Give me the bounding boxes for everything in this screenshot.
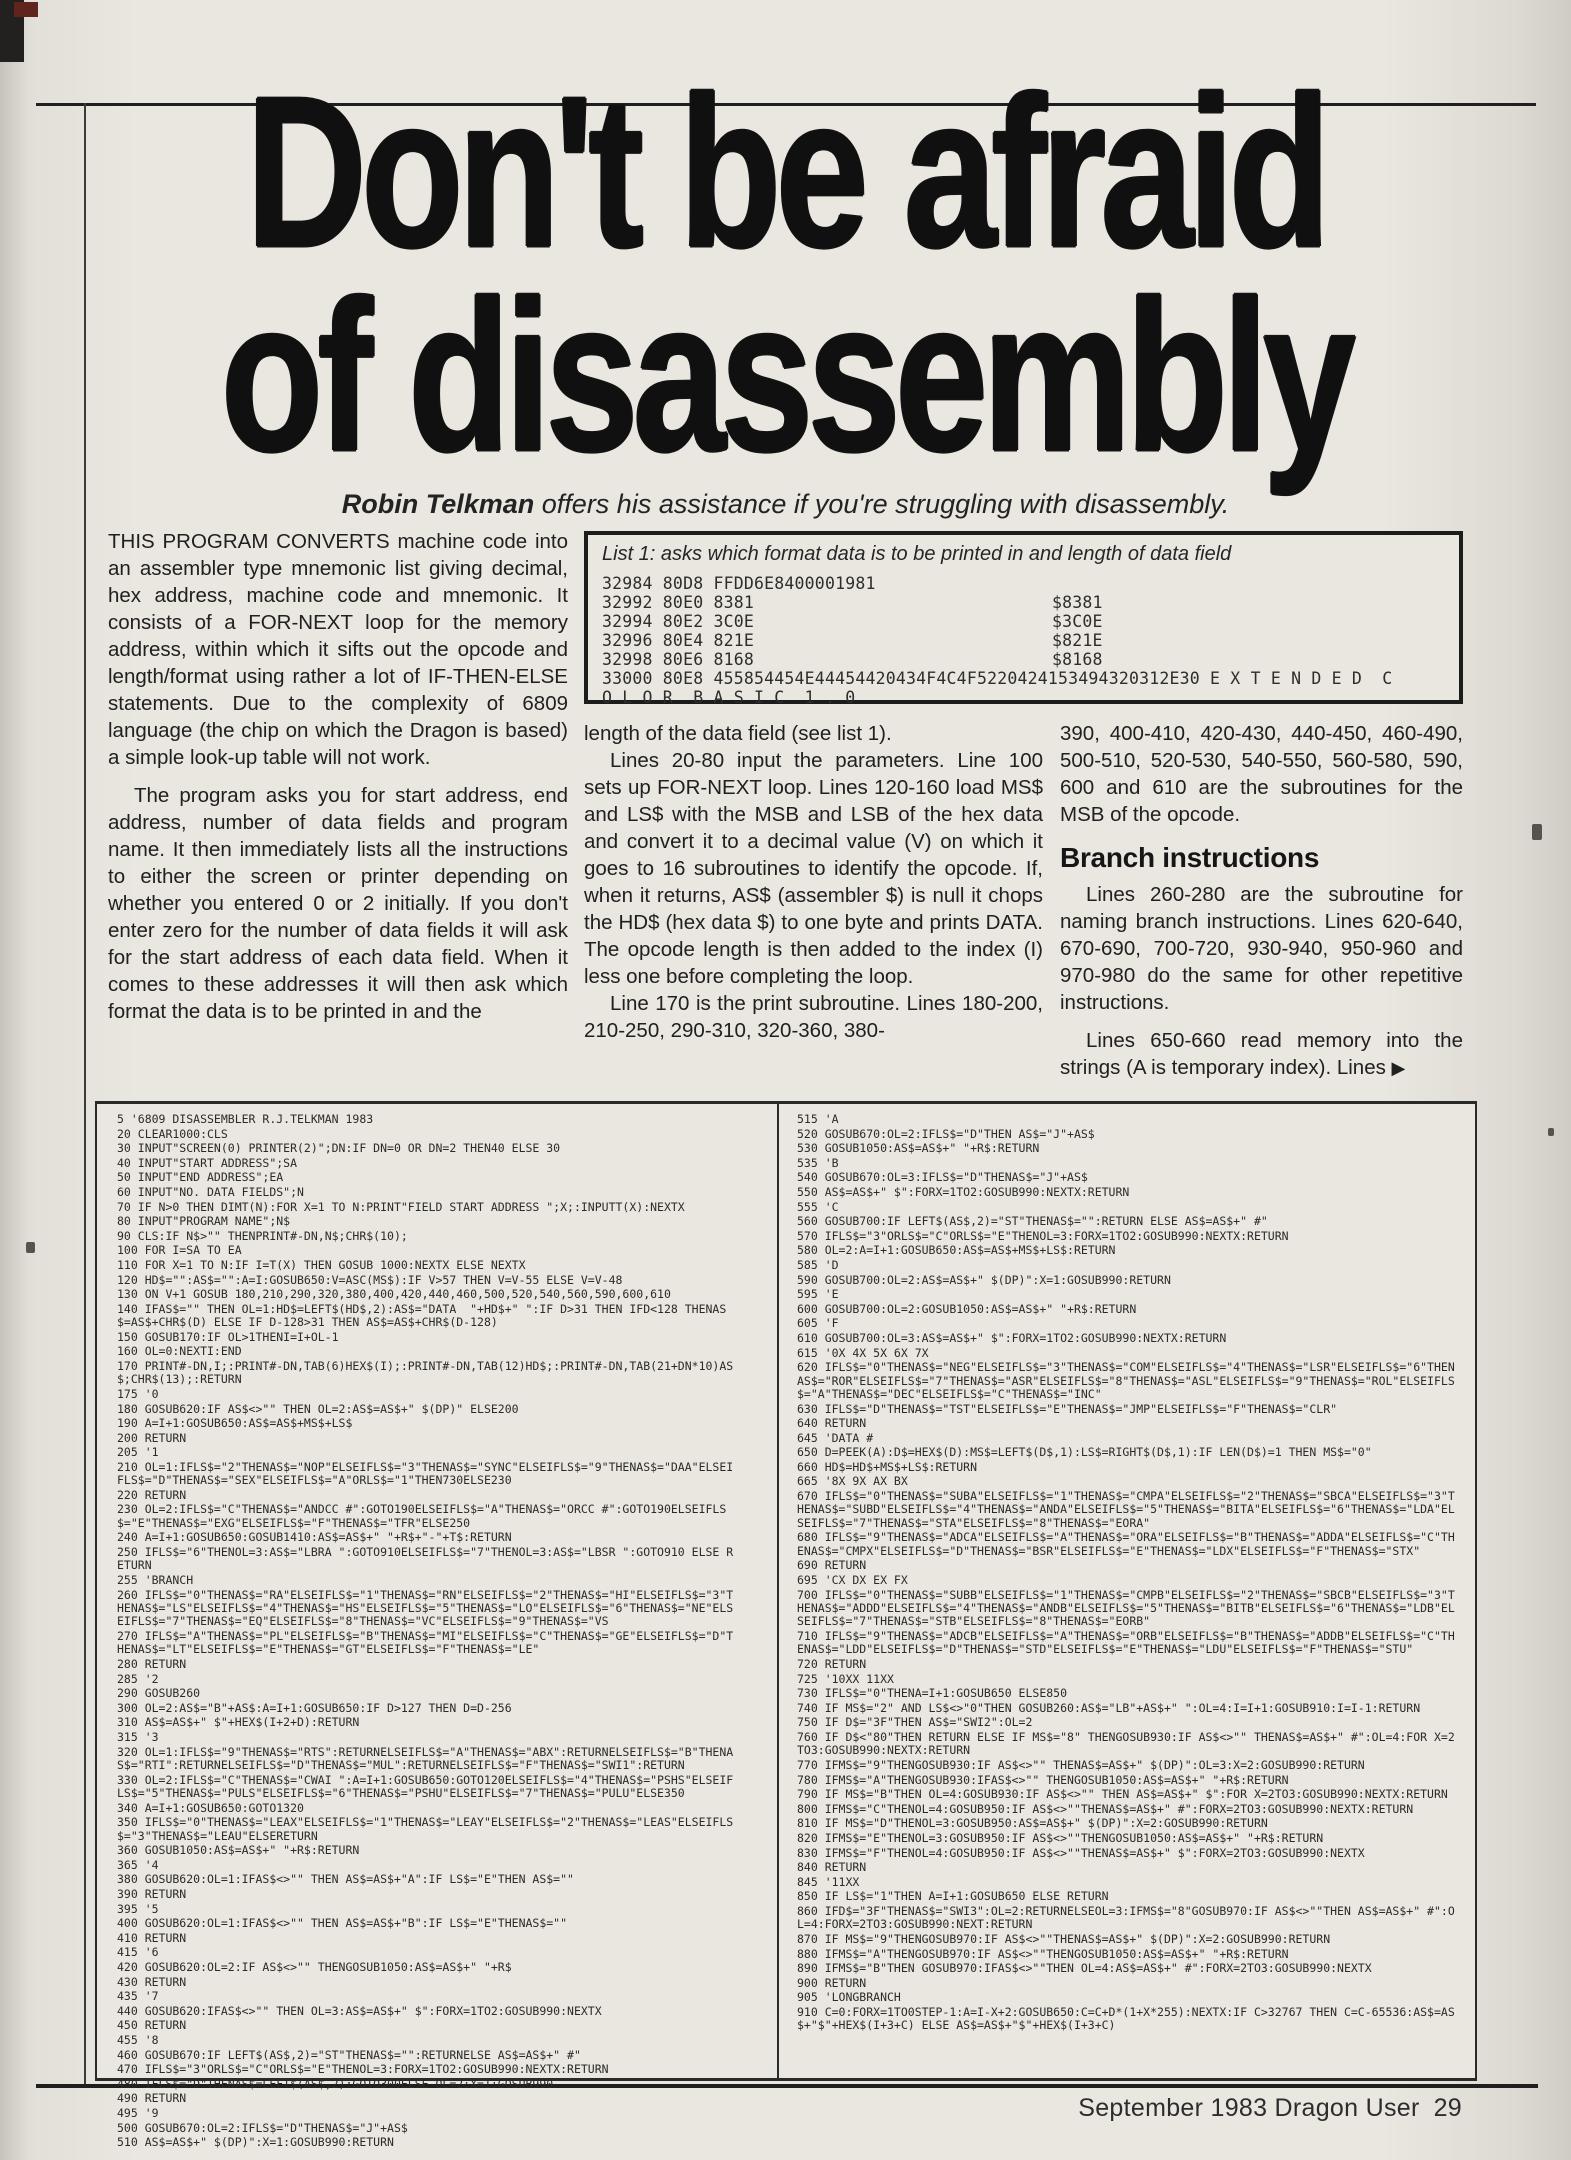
code-line: 610 GOSUB700:OL=3:AS$=AS$+" $":FORX=1TO2:GOSUB990:NEXTX:RETURN xyxy=(797,1330,1227,1345)
code-line: 420 GOSUB620:OL=2:IF AS$<>"" THENGOSUB1050:AS$=AS$+" "+R$ xyxy=(117,1959,512,1974)
list1-row-value: $821E xyxy=(1052,631,1103,650)
list1-row-left: 32996 80E4 821E xyxy=(602,631,755,650)
code-line: 820 IFMS$="E"THENOL=3:GOSUB950:IF AS$<>""THENGOSUB1050:AS$=AS$+" "+R$:RETURN xyxy=(797,1831,1324,1845)
code-line: 880 IFMS$="A"THENGOSUB970:IF AS$<>""THENGOSUB1050:AS$=AS$+" "+R$:RETURN xyxy=(797,1946,1289,1961)
code-line: 365 '4 xyxy=(117,1857,159,1872)
code-line: 20 CLEAR1000:CLS xyxy=(117,1126,228,1141)
continuation-arrow-icon: ▶ xyxy=(1391,1058,1406,1078)
code-line: 550 AS$=AS$+" $":FORX=1TO2:GOSUB990:NEXTX:RETURN xyxy=(797,1184,1130,1199)
list1-row-value: $8381 xyxy=(1052,593,1103,612)
code-line: 200 RETURN xyxy=(117,1430,187,1445)
code-line: 270 IFLS$="A"THENAS$="PL"ELSEIFLS$="B"THENAS$="MI"ELSEIFLS$="C"THENAS$="GE"ELSEIFLS$="D"THENAS$="LT"ELSEIFLS$="E"THENAS$="GT"ELSEIFLS$="F"THENAS$="LE" xyxy=(117,1629,734,1657)
code-line: 280 RETURN xyxy=(117,1657,187,1672)
code-line: 590 GOSUB700:OL=2:AS$=AS$+" $(DP)":X=1:GOSUB990:RETURN xyxy=(797,1272,1171,1287)
code-line: 395 '5 xyxy=(117,1901,159,1916)
code-line: 90 CLS:IF N$>"" THENPRINT#-DN,N$;CHR$(10); xyxy=(117,1228,408,1243)
paragraph: Lines 20-80 input the parameters. Line 100 sets up FOR-NEXT loop. Lines 120-160 load MS$ and LS$ with the MSB and LSB of the hex data and convert it to a decimal value (V) on which it goes to 16 subroutines to identify the opcode. If, when it returns, AS$ (assembler $) is null it chops the HD$ (hex data $) to one byte and prints DATA. The opcode length is then added to the index (I) less one before completing the loop. xyxy=(584,749,1043,988)
paragraph: length of the data field (see list 1). xyxy=(584,722,892,745)
article-column-1 xyxy=(108,528,568,1025)
code-line: 415 '6 xyxy=(117,1945,159,1960)
code-line: 175 '0 xyxy=(117,1386,159,1401)
code-line: 780 IFMS$="A"THENGOSUB930:IFAS$<>"" THENGOSUB1050:AS$=AS$+" "+R$:RETURN xyxy=(797,1772,1289,1787)
code-line: 330 OL=2:IFLS$="C"THENAS$="CWAI ":A=I+1:GOSUB650:GOTO120ELSEIFLS$="4"THENAS$="PSHS"ELSEIFLS$="5"THENAS$="PULS"ELSEIFLS$="6"THENAS$="PSHU"ELSEIFLS$="7"THENAS$="PULU"ELSE350 xyxy=(117,1772,734,1801)
code-line: 840 RETURN xyxy=(797,1860,867,1875)
code-line: 790 IF MS$="B"THEN OL=4:GOSUB930:IF AS$<>"" THEN AS$=AS$+" $":FOR X=2TO3:GOSUB990:NEXTX:RETURN xyxy=(797,1787,1448,1802)
code-line: 535 'B xyxy=(797,1155,839,1170)
code-line: 725 '10XX 11XX xyxy=(797,1671,894,1686)
code-line: 620 IFLS$="0"THENAS$="NEG"ELSEIFLS$="3"THENAS$="COM"ELSEIFLS$="4"THENAS$="LSR"ELSEIFLS$="6"THENAS$="ROR"ELSEIFLS$="7"THENAS$="ASR"ELSEIFLS$="8"THENAS$="ASL"ELSEIFLS$="9"THENAS$="ROL"ELSEIFLS$="A"THENAS$="DEC"ELSEIFLS$="C"THENAS$="INC" xyxy=(797,1360,1455,1401)
code-line: 520 GOSUB670:OL=2:IFLS$="D"THEN AS$="J"+AS$ xyxy=(797,1126,1095,1141)
code-line: 700 IFLS$="0"THENAS$="SUBB"ELSEIFLS$="1"THENAS$="CMPB"ELSEIFLS$="2"THENAS$="SBCB"ELSEIFLS$="3"THENAS$="ADDD"ELSEIFLS$="4"THENAS$="ANDB"ELSEIFLS$="5"THENAS$="BITB"ELSEIFLS$="6"THENAS$="LDB"ELSEIFLS$="7"THENAS$="STB"ELSEIFLS$="8"THENAS$="EORB" xyxy=(797,1587,1455,1629)
code-line: 350 IFLS$="0"THENAS$="LEAX"ELSEIFLS$="1"THENAS$="LEAY"ELSEIFLS$="2"THENAS$="LEAS"ELSEIFLS$="3"THENAS$="LEAU"ELSERETURN xyxy=(117,1815,734,1843)
code-line: 210 OL=1:IFLS$="2"THENAS$="NOP"ELSEIFLS$="3"THENAS$="SYNC"ELSEIFLS$="9"THENAS$="DAA"ELSEIFLS$="D"THENAS$="SEX"ELSEIFLS$="A"ORLS$="1"THEN730ELSE230 xyxy=(117,1459,734,1488)
headline-line-2: of disassembly xyxy=(220,255,1351,497)
list1-caption: List 1: asks which format data is to be printed in and length of data field xyxy=(602,543,1232,565)
code-line: 615 '0X 4X 5X 6X 7X xyxy=(797,1345,929,1360)
list1-row xyxy=(602,612,1447,631)
code-line: 60 INPUT"NO. DATA FIELDS";N xyxy=(117,1184,304,1199)
headline xyxy=(40,51,1531,497)
list1-row xyxy=(602,631,1447,650)
code-line: 810 IF MS$="D"THENOL=3:GOSUB950:AS$=AS$+" $(DP)":X=2:GOSUB990:RETURN xyxy=(797,1816,1268,1831)
code-line: 360 GOSUB1050:AS$=AS$+" "+R$:RETURN xyxy=(117,1843,360,1858)
listing-column-right xyxy=(797,1113,1459,2034)
code-line: 630 IFLS$="D"THENAS$="TST"ELSEIFLS$="E"THENAS$="JMP"ELSEIFLS$="F"THENAS$="CLR" xyxy=(797,1401,1338,1416)
list1-row xyxy=(602,574,1447,593)
code-line: 300 OL=2:AS$="B"+AS$:A=I+1:GOSUB650:IF D>127 THEN D=D-256 xyxy=(117,1700,512,1715)
code-line: 5 '6809 DISASSEMBLER R.J.TELKMAN 1983 xyxy=(117,1112,374,1126)
list1-row-left: 32998 80E6 8168 xyxy=(602,650,755,669)
code-line: 190 A=I+1:GOSUB650:AS$=AS$+MS$+LS$ xyxy=(117,1416,353,1431)
code-line: 580 OL=2:A=I+1:GOSUB650:AS$=AS$+MS$+LS$:RETURN xyxy=(797,1243,1116,1258)
code-line: 435 '7 xyxy=(117,1989,159,2004)
code-line: 205 '1 xyxy=(117,1445,159,1460)
code-line: 740 IF MS$="2" AND LS$<>"0"THEN GOSUB260:AS$="LB"+AS$+" ":OL=4:I=I+1:GOSUB910:I=I-1:RETURN xyxy=(797,1700,1421,1715)
code-line: 260 IFLS$="0"THENAS$="RA"ELSEIFLS$="1"THENAS$="RN"ELSEIFLS$="2"THENAS$="HI"ELSEIFLS$="3"THENAS$="LS"ELSEIFLS$="4"THENAS$="HS"ELSEIFLS$="5"THENAS$="LO"ELSEIFLS$="6"THENAS$="NE"ELSEIFLS$="7"THENAS$="EQ"ELSEIFLS$="8"THENAS$="VC"ELSEIFLS$="9"THENAS$="VS xyxy=(117,1587,734,1629)
code-line: 530 GOSUB1050:AS$=AS$+" "+R$:RETURN xyxy=(797,1141,1040,1156)
paragraph xyxy=(1060,1027,1463,1082)
code-line: 515 'A xyxy=(797,1112,839,1126)
code-line: 150 GOSUB170:IF OL>1THENI=I+OL-1 xyxy=(117,1329,339,1344)
code-line: 500 GOSUB670:OL=2:IFLS$="D"THENAS$="J"+AS$ xyxy=(117,2120,408,2135)
code-line: 320 OL=1:IFLS$="9"THENAS$="RTS":RETURNELSEIFLS$="A"THENAS$="ABX":RETURNELSEIFLS$="B"THENAS$="RTI":RETURNELSEIFLS$="D"THENAS$="MUL":RETURNELSEIFLS$="F"THENAS$="SWI1":RETURN xyxy=(117,1744,734,1773)
code-line: 860 IFD$="3F"THENAS$="SWI3":OL=2:RETURNELSEOL=3:IFMS$="8"GOSUB970:IF AS$<>""THEN AS$=AS$+" #":OL=4:FORX=2TO3:GOSUB990:NEXT:RETURN xyxy=(797,1903,1455,1932)
code-line: 770 IFMS$="9"THENGOSUB930:IF AS$<>"" THENAS$=AS$+" $(DP)":OL=3:X=2:GOSUB990:RETURN xyxy=(797,1758,1365,1773)
code-line: 645 'DATA # xyxy=(797,1430,874,1445)
byline-author: Robin Telkman xyxy=(341,489,535,519)
code-line: 695 'CX DX EX FX xyxy=(797,1573,908,1588)
list1-row xyxy=(602,669,1447,688)
article-column-3 xyxy=(1060,720,1463,1082)
code-line: 750 IF D$="3F"THEN AS$="SWI2":OL=2 xyxy=(797,1715,1033,1730)
code-line: 400 GOSUB620:OL=1:IFAS$<>"" THEN AS$=AS$+"B":IF LS$="E"THENAS$="" xyxy=(117,1916,568,1931)
code-line: 720 RETURN xyxy=(797,1657,867,1672)
code-line: 495 '9 xyxy=(117,2105,159,2120)
article-column-2 xyxy=(584,720,1043,1044)
list1-row-left: O L O R B A S I C 1 . 0 xyxy=(602,688,856,707)
section-heading: Branch instructions xyxy=(1060,842,1320,873)
scan-speck xyxy=(1548,1128,1554,1136)
paragraph-text: Lines 650-660 read memory into the strings (A is temporary index). Lines xyxy=(1060,1029,1463,1079)
scan-speck xyxy=(26,1242,35,1253)
code-line: 390 RETURN xyxy=(117,1887,187,1901)
paragraph: Line 170 is the print subroutine. Lines 180-200, 210-250, 290-310, 320-360, 380- xyxy=(584,992,1043,1042)
code-line: 220 RETURN xyxy=(117,1487,187,1502)
code-line: 555 'C xyxy=(797,1199,839,1214)
list1-row-value: $8168 xyxy=(1052,650,1103,669)
list1-row xyxy=(602,688,1447,707)
code-line: 850 IF LS$="1"THEN A=I+1:GOSUB650 ELSE RETURN xyxy=(797,1889,1109,1904)
code-line: 910 C=0:FORX=1TO0STEP-1:A=I-X+2:GOSUB650:C=C+D*(1+X*255):NEXTX:IF C>32767 THEN C=C-65536:AS$=AS$+"$"+HEX$(I+3+C) ELSE AS$=AS$+"$"+HEX$(I+3+C) xyxy=(797,2004,1455,2033)
code-line: 140 IFAS$="" THEN OL=1:HD$=LEFT$(HD$,2):AS$="DATA "+HD$+" ":IF D>31 THEN IFD<128 THENAS$=AS$+CHR$(D) ELSE IF D-128>31 THEN AS$=AS$+CHR$(D-128) xyxy=(117,1301,727,1330)
code-line: 160 OL=0:NEXTI:END xyxy=(117,1344,242,1359)
code-line: 800 IFMS$="C"THENOL=4:GOSUB950:IF AS$<>""THENAS$=AS$+" #":FORX=2TO3:GOSUB990:NEXTX:RETURN xyxy=(797,1801,1414,1816)
code-line: 845 '11XX xyxy=(797,1874,860,1889)
code-line: 680 IFLS$="9"THENAS$="ADCA"ELSEIFLS$="A"THENAS$="ORA"ELSEIFLS$="B"THENAS$="ADDA"ELSEIFLS$="C"THENAS$="CMPX"ELSEIFLS$="D"THENAS$="BSR"ELSEIFLS$="E"THENAS$="LDX"ELSEIFLS$="F"THENAS$="STX" xyxy=(797,1530,1455,1558)
code-line: 50 INPUT"END ADDRESS";EA xyxy=(117,1170,284,1185)
code-line: 380 GOSUB620:OL=1:IFAS$<>"" THEN AS$=AS$+"A":IF LS$="E"THEN AS$="" xyxy=(117,1872,574,1887)
list1-box xyxy=(584,531,1463,707)
list1-row-left: 33000 80E8 455854454E44454420434F4C4F5220424153494320312E30 E X T E N D E D C xyxy=(602,669,1393,688)
code-line: 570 IFLS$="3"ORLS$="C"ORLS$="E"THENOL=3:FORX=1TO2:GOSUB990:NEXTX:RETURN xyxy=(797,1228,1289,1243)
list1-row xyxy=(602,593,1447,612)
paragraph: Lines 260-280 are the subroutine for naming branch instructions. Lines 620-640, 670-690, 700-720, 930-940, 950-960 and 970-980 do the same for other repetitive instructions. xyxy=(1060,883,1463,1014)
code-line: 510 AS$=AS$+" $(DP)":X=1:GOSUB990:RETURN xyxy=(117,2135,394,2150)
code-line: 470 IFLS$="3"ORLS$="C"ORLS$="E"THENOL=3:FORX=1TO2:GOSUB990:NEXTX:RETURN xyxy=(117,2062,609,2077)
code-line: 315 '3 xyxy=(117,1730,159,1745)
code-line: 130 ON V+1 GOSUB 180,210,290,320,380,400,420,440,460,500,520,540,560,590,600,610 xyxy=(117,1287,671,1302)
headline-line-1: Don't be afraid xyxy=(245,51,1326,292)
byline-text: offers his assistance if you're struggling with disassembly. xyxy=(534,489,1230,519)
list1-rows xyxy=(602,574,1447,707)
listing-column-divider xyxy=(777,1104,779,2078)
paragraph: The program asks you for start address, end address, number of data fields and program name. It then immediately lists all the instructions to either the screen or printer depending on whether you entered 0 or 2 initially. If you don't enter zero for the number of data fields it will ask for the start address of each data field. When it comes to these addresses it will then ask which format the data is to be printed in and the xyxy=(108,784,568,1023)
code-line: 290 GOSUB260 xyxy=(117,1686,201,1701)
code-line: 170 PRINT#-DN,I;:PRINT#-DN,TAB(6)HEX$(I);:PRINT#-DN,TAB(12)HD$;:PRINT#-DN,TAB(21+DN*10)AS$;CHR$(13);:RETURN xyxy=(117,1358,734,1387)
code-line: 710 IFLS$="9"THENAS$="ADCB"ELSEIFLS$="A"THENAS$="ORB"ELSEIFLS$="B"THENAS$="ADDB"ELSEIFLS$="C"THENAS$="LDD"ELSEIFLS$="D"THENAS$="STD"ELSEIFLS$="E"THENAS$="LDU"ELSEIFLS$="F"THENAS$="STU" xyxy=(797,1629,1455,1657)
paragraph: THIS PROGRAM CONVERTS machine code into an assembler type mnemonic list giving decimal, hex address, machine code and mnemonic. It consists of a FOR-NEXT loop for the memory address, within which it sifts out the opcode and length/format using rather a lot of IF-THEN-ELSE statements. Due to the complexity of 6809 language (the chip on which the Dragon is based) a simple look-up table will not work. xyxy=(108,530,568,769)
footer-page-number: 29 xyxy=(1433,2094,1462,2122)
code-line: 900 RETURN xyxy=(797,1975,867,1990)
scan-speck xyxy=(1532,824,1542,840)
list1-row-left: 32994 80E2 3C0E xyxy=(602,612,755,631)
code-line: 440 GOSUB620:IFAS$<>"" THEN OL=3:AS$=AS$+" $":FORX=1TO2:GOSUB990:NEXTX xyxy=(117,2003,602,2018)
code-line: 40 INPUT"START ADDRESS";SA xyxy=(117,1155,298,1170)
code-line: 70 IF N>0 THEN DIMT(N):FOR X=1 TO N:PRINT"FIELD START ADDRESS ";X;:INPUTT(X):NEXTX xyxy=(117,1199,685,1214)
code-line: 430 RETURN xyxy=(117,1974,187,1989)
code-line: 250 IFLS$="6"THENOL=3:AS$="LBRA ":GOTO910ELSEIFLS$="7"THENOL=3:AS$="LBSR ":GOTO910 ELSE RETURN xyxy=(117,1545,734,1573)
code-line: 665 '8X 9X AX BX xyxy=(797,1474,908,1489)
code-line: 690 RETURN xyxy=(797,1558,867,1573)
list1-row-value: $3C0E xyxy=(1052,612,1103,631)
code-line: 30 INPUT"SCREEN(0) PRINTER(2)";DN:IF DN=0 OR DN=2 THEN40 ELSE 30 xyxy=(117,1141,561,1156)
code-line: 255 'BRANCH xyxy=(117,1573,194,1588)
list1-row xyxy=(602,650,1447,669)
footer-issue: September 1983 Dragon User xyxy=(1078,2094,1420,2122)
code-line: 760 IF D$<"80"THEN RETURN ELSE IF MS$="8" THENGOSUB930:IF AS$<>"" THENAS$=AS$+" #":OL=4:FOR X=2TO3:GOSUB990:NEXTX:RETURN xyxy=(797,1730,1455,1758)
code-line: 120 HD$="":AS$="":A=I:GOSUB650:V=ASC(MS$):IF V>57 THEN V=V-55 ELSE V=V-48 xyxy=(117,1272,623,1287)
code-line: 110 FOR X=1 TO N:IF I=T(X) THEN GOSUB 1000:NEXTX ELSE NEXTX xyxy=(117,1257,526,1272)
code-line: 660 HD$=HD$+MS$+LS$:RETURN xyxy=(797,1459,978,1474)
scan-corner-mark-red xyxy=(14,2,38,17)
code-line: 450 RETURN xyxy=(117,2018,187,2033)
code-line: 490 RETURN xyxy=(117,2091,187,2106)
code-line: 100 FOR I=SA TO EA xyxy=(117,1243,242,1258)
listing-column-left xyxy=(117,1113,739,2151)
code-line: 870 IF MS$="9"THENGOSUB970:IF AS$<>""THENAS$=AS$+" $(DP)":X=2:GOSUB990:RETURN xyxy=(797,1931,1331,1946)
code-line: 410 RETURN xyxy=(117,1930,187,1945)
code-line: 310 AS$=AS$+" $"+HEX$(I+2+D):RETURN xyxy=(117,1715,360,1730)
code-line: 240 A=I+1:GOSUB650:GOSUB1410:AS$=AS$+" "+R$+"-"+T$:RETURN xyxy=(117,1530,512,1545)
code-line: 670 IFLS$="0"THENAS$="SUBA"ELSEIFLS$="1"THENAS$="CMPA"ELSEIFLS$="2"THENAS$="SBCA"ELSEIFLS$="3"THENAS$="SUBD"ELSEIFLS$="4"THENAS$="ANDA"ELSEIFLS$="5"THENAS$="BITA"ELSEIFLS$="6"THENAS$="LDA"ELSEIFLS$="7"THENAS$="STA"ELSEIFLS$="8"THENAS$="EORA" xyxy=(797,1489,1455,1530)
code-line: 905 'LONGBRANCH xyxy=(797,1990,901,2005)
byline xyxy=(40,489,1531,520)
code-line: 340 A=I+1:GOSUB650:GOTO1320 xyxy=(117,1800,304,1815)
page-footer xyxy=(1078,2094,1462,2123)
code-line: 585 'D xyxy=(797,1257,839,1272)
paragraph: 390, 400-410, 420-430, 440-450, 460-490, 500-510, 520-530, 540-550, 560-580, 590, 600 and 610 are the subroutines for the MSB of the opcode. xyxy=(1060,722,1463,826)
code-line: 890 IFMS$="B"THEN GOSUB970:IFAS$<>""THEN OL=4:AS$=AS$+" #":FORX=2TO3:GOSUB990:NEXTX xyxy=(797,1961,1372,1976)
code-line: 80 INPUT"PROGRAM NAME";N$ xyxy=(117,1214,291,1229)
code-line: 605 'F xyxy=(797,1316,839,1331)
code-line: 595 'E xyxy=(797,1287,839,1302)
code-line: 650 D=PEEK(A):D$=HEX$(D):MS$=LEFT$(D$,1):LS$=RIGHT$(D$,1):IF LEN(D$)=1 THEN MS$="0" xyxy=(797,1445,1372,1460)
code-line: 560 GOSUB700:IF LEFT$(AS$,2)="ST"THENAS$="":RETURN ELSE AS$=AS$+" #" xyxy=(797,1214,1268,1229)
code-line: 830 IFMS$="F"THENOL=4:GOSUB950:IF AS$<>""THENAS$=AS$+" $":FORX=2TO3:GOSUB990:NEXTX xyxy=(797,1845,1365,1860)
list1-row-left: 32984 80D8 FFDD6E8400001981 xyxy=(602,574,876,593)
code-line: 455 '8 xyxy=(117,2032,159,2047)
code-line: 230 OL=2:IFLS$="C"THENAS$="ANDCC #":GOTO190ELSEIFLS$="A"THENAS$="ORCC #":GOTO190ELSEIFLS$="E"THENAS$="EXG"ELSEIFLS$="F"THENAS$="TFR"ELSE250 xyxy=(117,1502,727,1530)
code-line: 180 GOSUB620:IF AS$<>"" THEN OL=2:AS$=AS$+" $(DP)" ELSE200 xyxy=(117,1401,519,1416)
code-line: 460 GOSUB670:IF LEFT$(AS$,2)="ST"THENAS$="":RETURNELSE AS$=AS$+" #" xyxy=(117,2047,581,2062)
code-line: 480 IFLS$="D"THENAS$=LEFT$(AS$,2):GOTO300ELSE OL=2:X=1:GOSUB990 xyxy=(117,2076,554,2091)
list1-row-left: 32992 80E0 8381 xyxy=(602,593,755,612)
code-line: 730 IFLS$="0"THENA=I+1:GOSUB650 ELSE850 xyxy=(797,1686,1068,1701)
code-line: 540 GOSUB670:OL=3:IFLS$="D"THENAS$="J"+AS$ xyxy=(797,1170,1088,1185)
code-line: 640 RETURN xyxy=(797,1416,867,1431)
code-line: 285 '2 xyxy=(117,1671,159,1686)
code-line: 600 GOSUB700:OL=2:GOSUB1050:AS$=AS$+" "+R$:RETURN xyxy=(797,1301,1137,1316)
